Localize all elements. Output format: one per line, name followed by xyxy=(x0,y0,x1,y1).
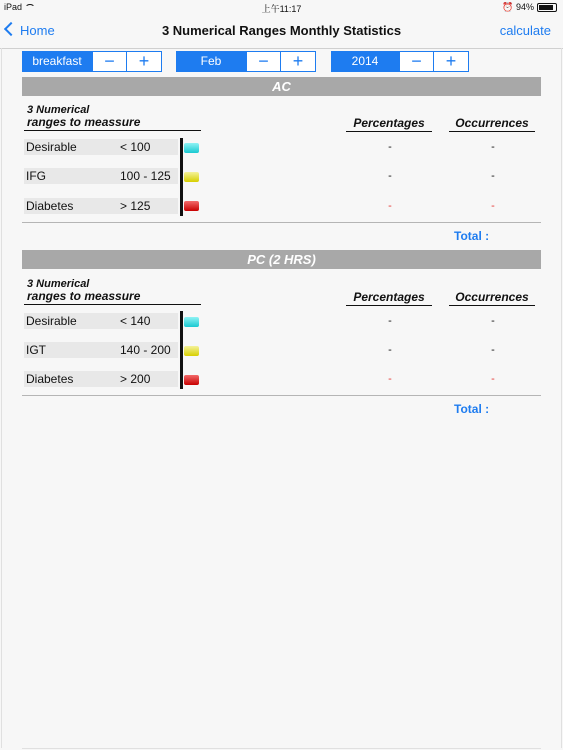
meal-value: breakfast xyxy=(22,51,92,72)
range-value: > 125 xyxy=(118,198,178,214)
percentage-value: - xyxy=(388,141,392,153)
percentages-header: Percentages xyxy=(353,116,425,130)
range-name: IGT xyxy=(24,342,118,358)
percentage-value: - xyxy=(388,315,392,327)
month-decrement-button[interactable]: − xyxy=(246,51,281,72)
year-increment-button[interactable]: + xyxy=(434,51,469,72)
percentage-value: - xyxy=(388,200,392,212)
occurrences-header: Occurrences xyxy=(455,116,529,130)
calculate-button[interactable]: calculate xyxy=(499,23,551,38)
range-bar xyxy=(180,311,183,389)
yellow-color-swatch xyxy=(184,346,199,356)
range-name: Desirable xyxy=(24,139,118,155)
meal-decrement-button[interactable]: − xyxy=(92,51,127,72)
occurrences-value: - xyxy=(491,170,495,182)
range-value: > 200 xyxy=(118,371,178,387)
range-value: 140 - 200 xyxy=(118,342,178,358)
cyan-color-swatch xyxy=(184,317,199,327)
meal-increment-button[interactable]: + xyxy=(127,51,162,72)
divider xyxy=(22,222,541,223)
back-label: Home xyxy=(20,23,55,38)
occurrences-value: - xyxy=(491,344,495,356)
meal-selector xyxy=(22,51,162,72)
divider xyxy=(449,131,535,132)
range-name: Diabetes xyxy=(24,371,118,387)
status-right xyxy=(502,2,557,13)
battery-percent: 94% xyxy=(515,2,534,12)
ranges-title-line2: ranges to meassure xyxy=(27,289,141,303)
page-title: 3 Numerical Ranges Monthly Statistics xyxy=(161,23,402,38)
range-bar xyxy=(180,138,183,216)
section-header: PC (2 HRS) xyxy=(22,250,541,269)
total-label: Total : xyxy=(454,402,490,416)
year-selector xyxy=(331,51,469,72)
ranges-title-line2: ranges to meassure xyxy=(27,115,141,129)
yellow-color-swatch xyxy=(184,172,199,182)
device-name: iPad xyxy=(4,2,23,12)
range-value: < 140 xyxy=(118,313,178,329)
section-header: AC xyxy=(22,77,541,96)
ranges-title-line1: 3 Numerical xyxy=(27,278,90,290)
month-increment-button[interactable]: + xyxy=(281,51,316,72)
battery-icon xyxy=(537,3,557,12)
occurrences-value: - xyxy=(491,200,495,212)
cyan-color-swatch xyxy=(184,143,199,153)
year-decrement-button[interactable]: − xyxy=(399,51,434,72)
percentage-value: - xyxy=(388,373,392,385)
occurrences-value: - xyxy=(491,315,495,327)
percentage-value: - xyxy=(388,344,392,356)
divider xyxy=(346,305,432,306)
occurrences-value: - xyxy=(491,141,495,153)
divider xyxy=(24,130,201,131)
month-selector xyxy=(176,51,316,72)
percentages-header: Percentages xyxy=(353,290,425,304)
bottom-border xyxy=(22,748,541,749)
percentage-value: - xyxy=(388,170,392,182)
ranges-title xyxy=(27,104,140,128)
alarm-icon: ⏰ xyxy=(502,2,514,12)
ranges-title-line1: 3 Numerical xyxy=(27,104,90,116)
range-name: Diabetes xyxy=(24,198,118,214)
navigation-bar xyxy=(0,14,563,49)
range-value: < 100 xyxy=(118,139,178,155)
month-value: Feb xyxy=(176,51,246,72)
divider xyxy=(346,131,432,132)
range-name: IFG xyxy=(24,168,118,184)
year-value: 2014 xyxy=(331,51,399,72)
total-label: Total : xyxy=(454,229,490,243)
divider xyxy=(22,395,541,396)
occurrences-header: Occurrences xyxy=(455,290,529,304)
left-border xyxy=(1,48,2,748)
divider xyxy=(449,305,535,306)
ranges-title xyxy=(27,278,140,302)
divider xyxy=(24,304,201,305)
status-bar xyxy=(0,0,563,14)
status-time: 上午11:17 xyxy=(261,4,302,14)
right-border xyxy=(561,48,562,748)
red-color-swatch xyxy=(184,375,199,385)
occurrences-value: - xyxy=(491,373,495,385)
red-color-swatch xyxy=(184,201,199,211)
range-value: 100 - 125 xyxy=(118,168,178,184)
range-name: Desirable xyxy=(24,313,118,329)
